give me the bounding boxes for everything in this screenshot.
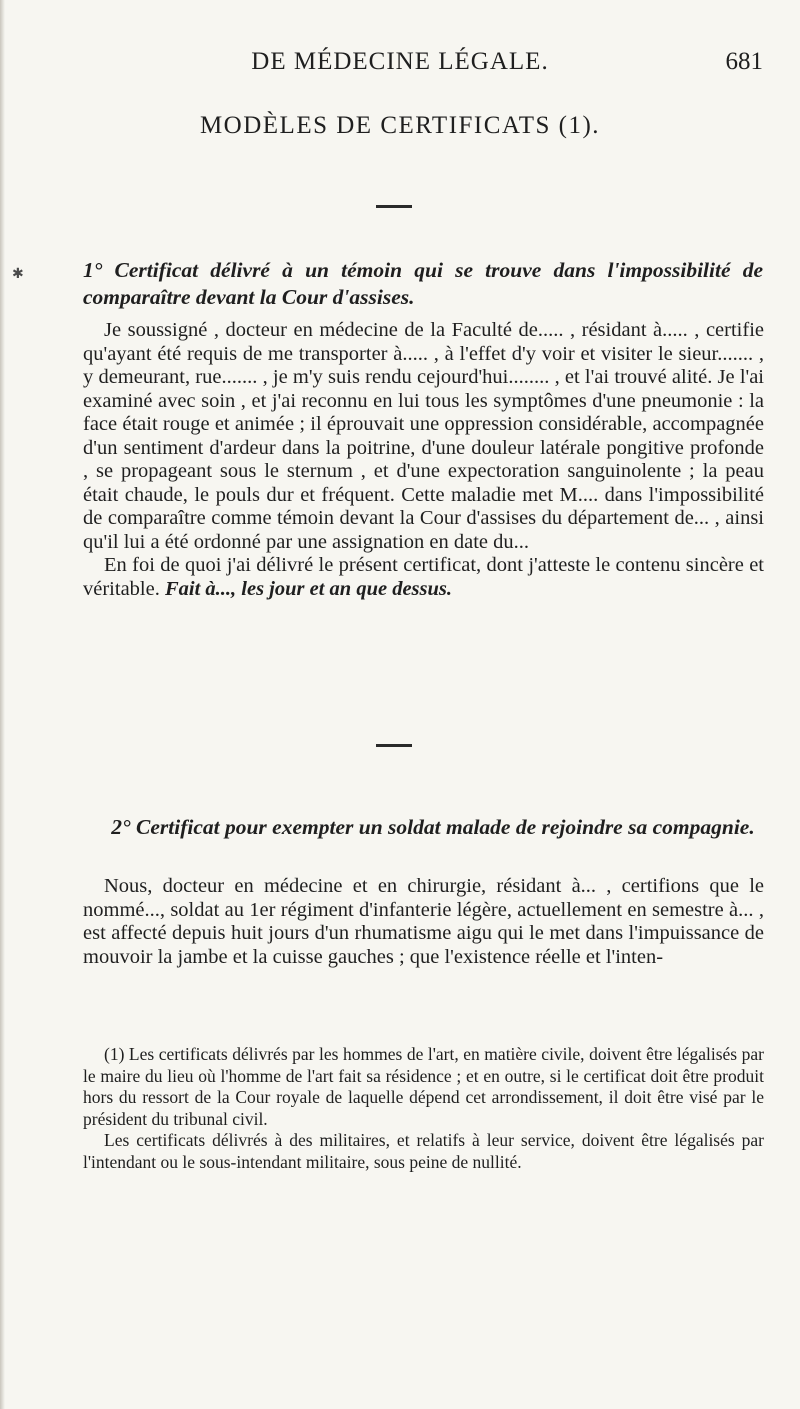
section-2-paragraph-1: Nous, docteur en médecine et en chirurgie, résidant à... , certifions que le nommé..., soldat au 1er régiment d'infanterie légère, actuellement en semestre à... , est affecté depuis huit jours d'un rhumatisme aigu qui le met dans l'impuissance de mouvoir la jambe et la cuisse gauches ; que l'existence réelle et l'inten- [83, 875, 764, 968]
page-title: MODÈLES DE CERTIFICATS (1). [199, 112, 601, 139]
section-1-heading: 1° Certificat délivré à un témoin qui se trouve dans l'impossibilité de comparaître devant la Cour d'assises. [83, 258, 763, 309]
page-number: 681 [725, 48, 763, 75]
closing-formula: En foi de quoi j'ai délivré le présent certificat, dont j'atteste le contenu sincère et véritable. [83, 554, 764, 600]
section-2-heading: 2° Certificat pour exempter un soldat malade de rejoindre sa compagnie. [111, 815, 755, 839]
section-1-body [83, 319, 764, 601]
footnote-1: (1) Les certificats délivrés par les hommes de l'art, en matière civile, doivent être légalisés par le maire du lieu où l'homme de l'art fait sa résidence ; et en outre, si le certificat doit être produit hors du ressort de la Cour royale de laquelle dépend cet arrondissement, il doit être visé par le président du tribunal civil. [83, 1044, 764, 1129]
section-1-paragraph-1: Je soussigné , docteur en médecine de la Faculté de..... , résidant à..... , certifie qu'ayant été requis de me transporter à..... , à l'effet d'y voir et visiter le sieur....... , y demeurant, rue....... , je m'y suis rendu cejourd'hui........ , et l'ai trouvé alité. Je l'ai examiné avec soin , et j'ai reconnu en lui tous les symptômes d'une pneumonie : la face était rouge et animée ; il éprouvait une oppression considérable, accompagnée d'un sentiment d'ardeur dans la poitrine, d'une douleur latérale pongitive profonde , se propageant sous le sternum , et d'une expectoration sanguinolente ; la peau était chaude, le pouls dur et fréquent. Cette maladie met M.... dans l'impossibilité de comparaître comme témoin devant la Cour d'assises du département de... , ainsi qu'il lui a été ordonné par une assignation en date du... [83, 319, 764, 553]
section-divider [376, 205, 412, 208]
section-1-paragraph-2 [83, 554, 764, 601]
footnote-2: Les certificats délivrés à des militaires, et relatifs à leur service, doivent être légalisés par l'intendant ou le sous-intendant militaire, sous peine de nullité. [83, 1130, 764, 1172]
margin-mark: ✱ [12, 267, 24, 282]
footnotes [83, 1044, 764, 1173]
page-header [0, 48, 800, 84]
section-divider [376, 744, 412, 747]
closing-formula-italic: Fait à..., les jour et an que dessus. [164, 577, 453, 600]
running-title: DE MÉDECINE LÉGALE. [251, 48, 549, 75]
page-edge-shadow [0, 0, 5, 1409]
section-2-body [83, 875, 764, 969]
